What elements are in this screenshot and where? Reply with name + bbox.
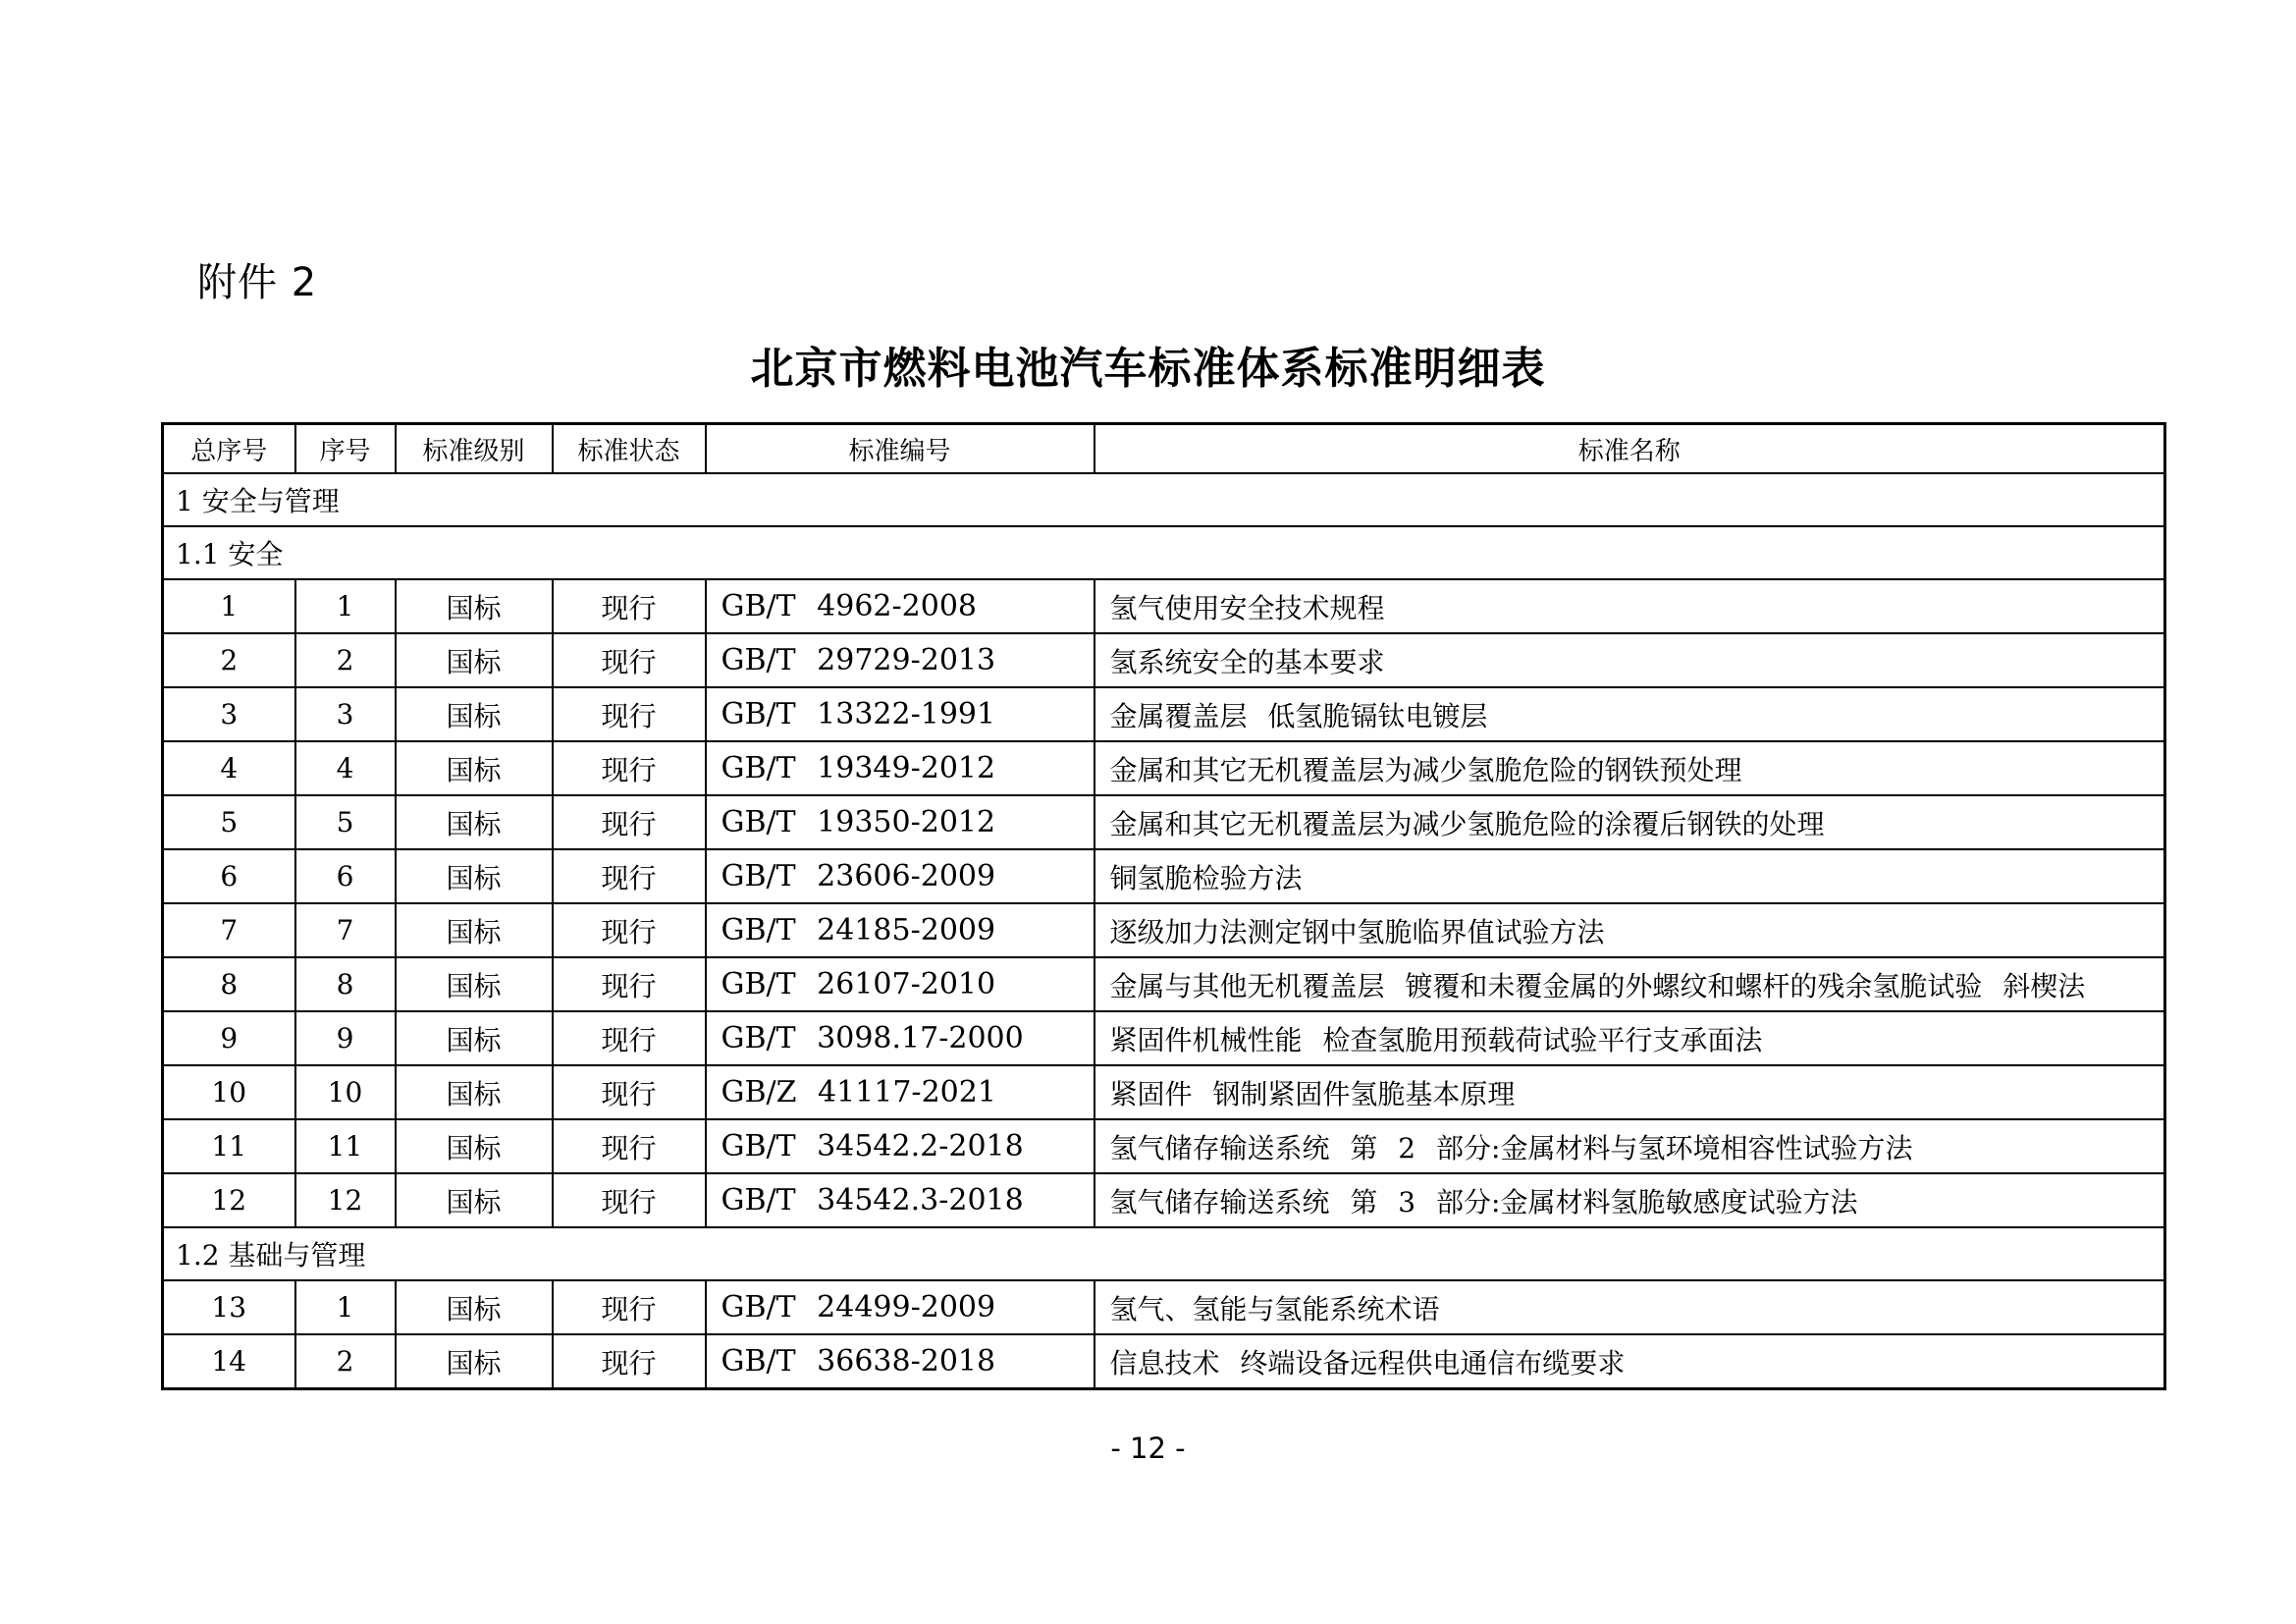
- cell-no: 10: [295, 1065, 396, 1119]
- column-header: 标准编号: [706, 424, 1095, 474]
- cell-code: GB/Z 41117-2021: [706, 1065, 1095, 1119]
- table-row: [163, 1065, 2165, 1119]
- cell-status: 现行: [553, 1334, 706, 1389]
- cell-status: 现行: [553, 849, 706, 903]
- cell-status: 现行: [553, 903, 706, 957]
- cell-total-no: 5: [163, 795, 295, 849]
- cell-status: 现行: [553, 957, 706, 1011]
- page-number: - 12 -: [1110, 1432, 1186, 1465]
- table-header-row: [163, 424, 2165, 474]
- cell-total-no: 1: [163, 579, 295, 633]
- cell-name: 金属和其它无机覆盖层为减少氢脆危险的钢铁预处理: [1095, 741, 2165, 795]
- section-row: [163, 1227, 2165, 1280]
- cell-code: GB/T 4962-2008: [706, 579, 1095, 633]
- cell-name: 信息技术 终端设备远程供电通信布缆要求: [1095, 1334, 2165, 1389]
- cell-total-no: 14: [163, 1334, 295, 1389]
- table-row: [163, 687, 2165, 741]
- cell-name: 金属和其它无机覆盖层为减少氢脆危险的涂覆后钢铁的处理: [1095, 795, 2165, 849]
- table-row: [163, 1011, 2165, 1065]
- cell-total-no: 11: [163, 1119, 295, 1173]
- cell-no: 2: [295, 1334, 396, 1389]
- cell-name: 氢气使用安全技术规程: [1095, 579, 2165, 633]
- cell-name: 氢气、氢能与氢能系统术语: [1095, 1280, 2165, 1334]
- cell-total-no: 8: [163, 957, 295, 1011]
- section-label: 1.2 基础与管理: [163, 1227, 2165, 1280]
- cell-status: 现行: [553, 741, 706, 795]
- cell-no: 1: [295, 579, 396, 633]
- table-row: [163, 903, 2165, 957]
- cell-code: GB/T 19349-2012: [706, 741, 1095, 795]
- section-row: [163, 473, 2165, 526]
- cell-level: 国标: [396, 795, 553, 849]
- cell-status: 现行: [553, 687, 706, 741]
- cell-name: 逐级加力法测定钢中氢脆临界值试验方法: [1095, 903, 2165, 957]
- column-header: 标准名称: [1095, 424, 2165, 474]
- cell-level: 国标: [396, 687, 553, 741]
- cell-no: 3: [295, 687, 396, 741]
- cell-no: 5: [295, 795, 396, 849]
- cell-name: 紧固件机械性能 检查氢脆用预载荷试验平行支承面法: [1095, 1011, 2165, 1065]
- cell-level: 国标: [396, 1119, 553, 1173]
- table-row: [163, 633, 2165, 687]
- cell-level: 国标: [396, 1334, 553, 1389]
- table-row: [163, 795, 2165, 849]
- cell-name: 氢气储存输送系统 第 2 部分:金属材料与氢环境相容性试验方法: [1095, 1119, 2165, 1173]
- cell-code: GB/T 13322-1991: [706, 687, 1095, 741]
- cell-total-no: 9: [163, 1011, 295, 1065]
- cell-status: 现行: [553, 579, 706, 633]
- cell-level: 国标: [396, 849, 553, 903]
- section-row: [163, 526, 2165, 579]
- section-label: 1.1 安全: [163, 526, 2165, 579]
- cell-no: 12: [295, 1173, 396, 1227]
- cell-name: 氢气储存输送系统 第 3 部分:金属材料氢脆敏感度试验方法: [1095, 1173, 2165, 1227]
- cell-level: 国标: [396, 957, 553, 1011]
- cell-no: 9: [295, 1011, 396, 1065]
- table-body: [163, 473, 2165, 1389]
- cell-status: 现行: [553, 1011, 706, 1065]
- cell-name: 氢系统安全的基本要求: [1095, 633, 2165, 687]
- table-row: [163, 957, 2165, 1011]
- cell-level: 国标: [396, 1011, 553, 1065]
- column-header: 标准级别: [396, 424, 553, 474]
- cell-status: 现行: [553, 1119, 706, 1173]
- cell-level: 国标: [396, 1280, 553, 1334]
- cell-total-no: 6: [163, 849, 295, 903]
- cell-code: GB/T 24185-2009: [706, 903, 1095, 957]
- table-row: [163, 741, 2165, 795]
- cell-no: 1: [295, 1280, 396, 1334]
- cell-total-no: 3: [163, 687, 295, 741]
- column-header: 总序号: [163, 424, 295, 474]
- cell-code: GB/T 24499-2009: [706, 1280, 1095, 1334]
- cell-level: 国标: [396, 1173, 553, 1227]
- cell-total-no: 4: [163, 741, 295, 795]
- table-row: [163, 1280, 2165, 1334]
- column-header: 标准状态: [553, 424, 706, 474]
- cell-name: 金属与其他无机覆盖层 镀覆和未覆金属的外螺纹和螺杆的残余氢脆试验 斜楔法: [1095, 957, 2165, 1011]
- cell-level: 国标: [396, 1065, 553, 1119]
- cell-level: 国标: [396, 741, 553, 795]
- cell-status: 现行: [553, 633, 706, 687]
- table-row: [163, 1334, 2165, 1389]
- cell-total-no: 2: [163, 633, 295, 687]
- cell-total-no: 7: [163, 903, 295, 957]
- cell-no: 6: [295, 849, 396, 903]
- cell-no: 11: [295, 1119, 396, 1173]
- cell-total-no: 12: [163, 1173, 295, 1227]
- cell-code: GB/T 23606-2009: [706, 849, 1095, 903]
- cell-total-no: 13: [163, 1280, 295, 1334]
- cell-code: GB/T 34542.3-2018: [706, 1173, 1095, 1227]
- cell-code: GB/T 26107-2010: [706, 957, 1095, 1011]
- cell-no: 2: [295, 633, 396, 687]
- standards-table: [161, 422, 2166, 1390]
- table-row: [163, 579, 2165, 633]
- cell-status: 现行: [553, 1065, 706, 1119]
- cell-status: 现行: [553, 795, 706, 849]
- cell-level: 国标: [396, 633, 553, 687]
- attachment-label: 附件 2: [197, 260, 318, 305]
- table-row: [163, 1173, 2165, 1227]
- cell-code: GB/T 34542.2-2018: [706, 1119, 1095, 1173]
- cell-level: 国标: [396, 579, 553, 633]
- cell-name: 金属覆盖层 低氢脆镉钛电镀层: [1095, 687, 2165, 741]
- column-header: 序号: [295, 424, 396, 474]
- cell-name: 铜氢脆检验方法: [1095, 849, 2165, 903]
- table-row: [163, 1119, 2165, 1173]
- cell-code: GB/T 3098.17-2000: [706, 1011, 1095, 1065]
- cell-status: 现行: [553, 1173, 706, 1227]
- cell-no: 4: [295, 741, 396, 795]
- cell-no: 8: [295, 957, 396, 1011]
- cell-total-no: 10: [163, 1065, 295, 1119]
- table-row: [163, 849, 2165, 903]
- cell-name: 紧固件 钢制紧固件氢脆基本原理: [1095, 1065, 2165, 1119]
- cell-status: 现行: [553, 1280, 706, 1334]
- section-label: 1 安全与管理: [163, 473, 2165, 526]
- cell-code: GB/T 19350-2012: [706, 795, 1095, 849]
- cell-no: 7: [295, 903, 396, 957]
- cell-code: GB/T 29729-2013: [706, 633, 1095, 687]
- cell-level: 国标: [396, 903, 553, 957]
- cell-code: GB/T 36638-2018: [706, 1334, 1095, 1389]
- page-title: 北京市燃料电池汽车标准体系标准明细表: [750, 344, 1546, 394]
